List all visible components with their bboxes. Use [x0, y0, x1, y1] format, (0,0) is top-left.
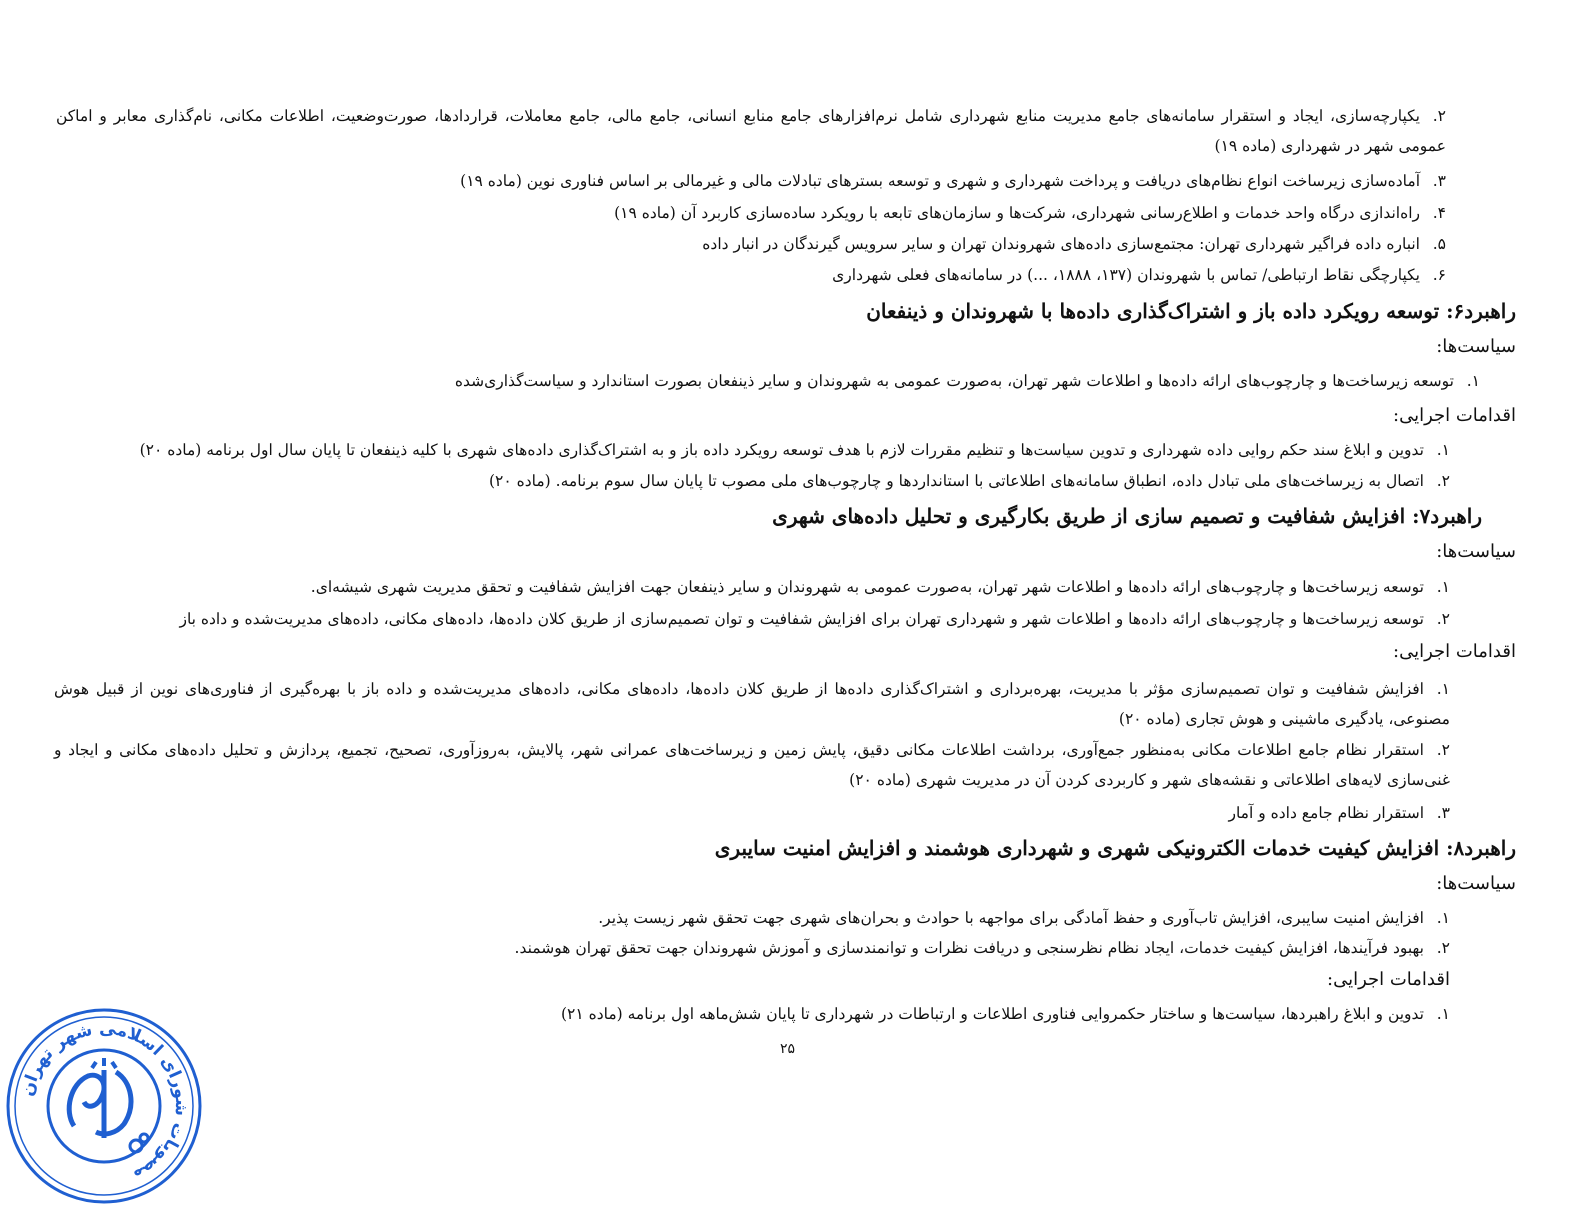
page-number: ۲۵	[780, 1041, 796, 1057]
action-item	[1228, 798, 1450, 828]
item-text: توسعه زیرساخت‌ها و چارچوب‌های ارائه داده‌ها و اطلاعات شهر تهران، به‌صورت عمومی به شهروندان و سایر ذینفعان بصورت استاندارد و سیاست‌گذاری‌شده	[454, 372, 1454, 390]
item-text: تدوین و ابلاغ راهبردها، سیاست‌ها و ساختار حکمروایی فناوری اطلاعات و ارتباطات در شهرداری تا پایان شش‌ماهه اول برنامه (ماده ۲۱)	[560, 1005, 1424, 1023]
item-number: ۱.	[1436, 441, 1450, 459]
policy-item	[311, 572, 1450, 602]
item-number: ۲.	[1432, 107, 1446, 125]
item-number: ۴.	[1432, 204, 1446, 222]
item-number: ۱.	[1436, 578, 1450, 596]
item-text: بهبود فرآیندها، افزایش کیفیت خدمات، ایجاد نظام نظرسنجی و دریافت نظرات و توانمندسازی و آموزش شهروندان جهت تحقق تهران هوشمند.	[514, 939, 1424, 957]
item-number: ۳.	[1436, 804, 1450, 822]
item-text: توسعه زیرساخت‌ها و چارچوب‌های ارائه داده‌ها و اطلاعات شهر و شهرداری تهران برای افزایش شفافیت و توان تصمیم‌سازی از طریق کلان داده‌ها، داده‌های مکانی، داده‌های مدیریت‌شده و داده باز	[179, 610, 1424, 628]
item-number: ۶.	[1432, 266, 1446, 284]
strategy6-policies-label: سیاست‌ها:	[1436, 336, 1516, 357]
item-text: استقرار نظام جامع اطلاعات مکانی به‌منظور جمع‌آوری، برداشت اطلاعات مکانی دقیق، پایش زمین و زیرساخت‌های عمرانی شهر، پالایش، به‌روزآوری، تصحیح، تجمیع، پردازش و تحلیل داده‌های مکانی و ایجاد و غنی‌سازی لایه‌های اطلاعاتی و نقشه‌های شهر و کاربردی کردن آن در مدیریت شهری (ماده ۲۰)	[54, 741, 1450, 789]
action-item	[54, 674, 1450, 734]
strategy7-policies-label: سیاست‌ها:	[1436, 541, 1516, 562]
stamp-ring-text: مصوبات شورای اسلامی شهر تهران	[17, 1018, 192, 1186]
list-item	[56, 101, 1446, 161]
council-stamp-icon	[4, 1006, 204, 1206]
strategy7-actions-label: اقدامات اجرایی:	[1393, 641, 1516, 662]
item-number: ۱.	[1466, 372, 1480, 390]
strategy8-policies-label: سیاست‌ها:	[1436, 873, 1516, 894]
item-number: ۱.	[1436, 680, 1450, 698]
item-number: ۱.	[1436, 909, 1450, 927]
item-text: استقرار نظام جامع داده و آمار	[1228, 804, 1424, 822]
list-item	[614, 198, 1446, 228]
item-number: ۱.	[1436, 1005, 1450, 1023]
item-text: یکپارچه‌سازی، ایجاد و استقرار سامانه‌های جامع مدیریت منابع شهرداری شامل نرم‌افزارهای جامع منابع انسانی، جامع مالی، جامع معاملات، قراردادها، صورت‌وضعیت، اطلاعات مکانی، نام‌گذاری معابر و اماکن عمومی شهر در شهرداری (ماده ۱۹)	[56, 107, 1446, 155]
action-item	[140, 435, 1450, 465]
policy-item	[598, 903, 1450, 933]
item-number: ۲.	[1436, 472, 1450, 490]
policy-item	[455, 366, 1480, 396]
item-number: ۲.	[1436, 939, 1450, 957]
policy-item	[179, 604, 1450, 634]
item-text: انباره داده فراگیر شهرداری تهران: مجتمع‌سازی داده‌های شهروندان تهران و سایر سرویس گیرندگان در انبار داده	[702, 235, 1420, 253]
policy-item	[515, 933, 1450, 963]
action-item	[54, 735, 1450, 795]
item-number: ۵.	[1432, 235, 1446, 253]
strategy8-heading: راهبرد۸: افزایش کیفیت خدمات الکترونیکی شهری و شهرداری هوشمند و افزایش امنیت سایبری	[714, 836, 1516, 860]
strategy7-heading: راهبرد۷: افزایش شفافیت و تصمیم سازی از طریق بکارگیری و تحلیل داده‌های شهری	[772, 504, 1482, 528]
item-number: ۲.	[1436, 741, 1450, 759]
list-item	[460, 166, 1446, 196]
item-number: ۳.	[1432, 172, 1446, 190]
item-text: یکپارچگی نقاط ارتباطی/ تماس با شهروندان (۱۳۷، ۱۸۸۸، ...) در سامانه‌های فعلی شهرداری	[832, 266, 1420, 284]
list-item	[832, 260, 1446, 290]
strategy6-actions-label: اقدامات اجرایی:	[1393, 405, 1516, 426]
item-text: افزایش شفافیت و توان تصمیم‌سازی مؤثر با مدیریت، بهره‌برداری و اشتراک‌گذاری داده‌ها از طریق کلان داده‌ها، داده‌های مکانی، داده‌های مدیریت‌شده و داده باز با بهره‌گیری از فناوری‌های نوین از قبیل هوش مصنوعی، یادگیری ماشینی و هوش تجاری (ماده ۲۰)	[54, 680, 1450, 728]
item-text: اتصال به زیرساخت‌های ملی تبادل داده، انطباق سامانه‌های اطلاعاتی با استانداردها و چارچوب‌های ملی مصوب تا پایان سال سوم برنامه. (ماده ۲۰)	[488, 472, 1424, 490]
item-text: تدوین و ابلاغ سند حکم روایی داده شهرداری و تدوین سیاست‌ها و تنظیم مقررات لازم با هدف توسعه رویکرد داده باز و به اشتراک‌گذاری داده‌های شهری با کلیه ذینفعان تا پایان سال اول برنامه (ماده ۲۰)	[139, 441, 1424, 459]
item-text: آماده‌سازی زیرساخت انواع نظام‌های دریافت و پرداخت شهرداری و شهری و توسعه بسترهای تبادلات مالی و غیرمالی بر اساس فناوری نوین (ماده ۱۹)	[460, 172, 1420, 190]
list-item	[702, 229, 1446, 259]
action-item	[489, 466, 1450, 496]
strategy8-actions-label: اقدامات اجرایی:	[1327, 969, 1450, 990]
item-text: توسعه زیرساخت‌ها و چارچوب‌های ارائه داده‌ها و اطلاعات شهر تهران، به‌صورت عمومی به شهروندان و سایر ذینفعان جهت افزایش شفافیت و تحقق مدیریت شهری شیشه‌ای.	[310, 578, 1424, 596]
item-text: راه‌اندازی درگاه واحد خدمات و اطلاع‌رسانی شهرداری، شرکت‌ها و سازمان‌های تابعه با رویکرد ساده‌سازی کاربرد آن (ماده ۱۹)	[614, 204, 1420, 222]
action-item	[561, 999, 1450, 1029]
strategy6-heading: راهبرد۶: توسعه رویکرد داده باز و اشتراک‌گذاری داده‌ها با شهروندان و ذینفعان	[866, 299, 1516, 323]
item-number: ۲.	[1436, 610, 1450, 628]
item-text: افزایش امنیت سایبری، افزایش تاب‌آوری و حفظ آمادگی برای مواجهه با حوادث و بحران‌های شهری جهت تحقق شهر زیست پذیر.	[598, 909, 1424, 927]
